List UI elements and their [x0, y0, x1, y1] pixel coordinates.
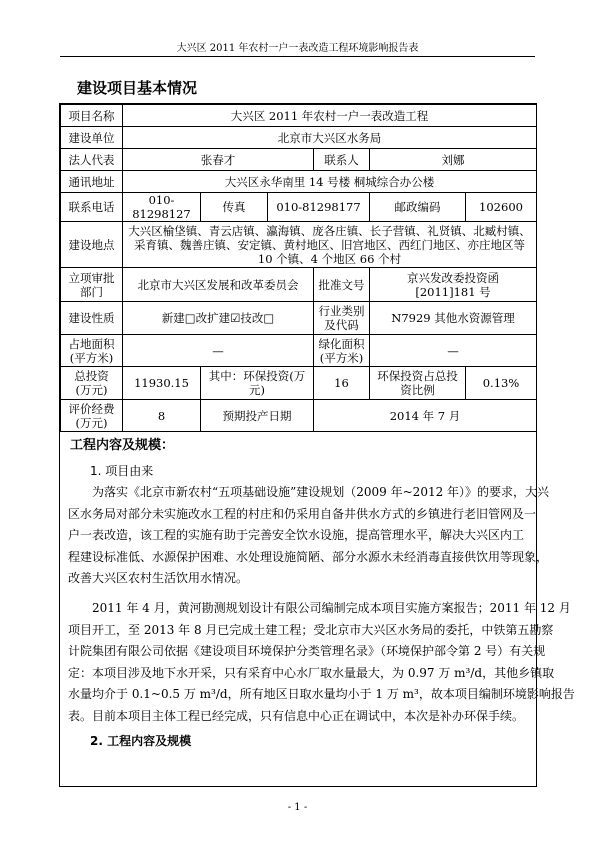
page-number: - 1 - [287, 802, 308, 813]
industry-label [314, 302, 370, 335]
section-title: 建设项目基本情况 [77, 79, 198, 97]
location-line: 采育镇、魏善庄镇、安定镇、黄村地区、旧宫地区、西红门地区、亦庄地区等 [134, 237, 525, 252]
location-label: 建设地点 [61, 222, 123, 268]
fax-label: 传真 [201, 193, 268, 222]
industry-label-line: 及代码 [324, 318, 359, 332]
invest-label-line: 总投资 [74, 369, 109, 383]
nature-label: 建设性质 [61, 302, 123, 335]
invest-label [61, 367, 123, 400]
approval-no-line: 京兴发改委投资函 [407, 270, 499, 285]
legal-label: 法人代表 [61, 149, 123, 171]
area-label-line: 占地面积 [68, 336, 115, 351]
paragraph-line: 区水务局对部分未实施改水工程的村庄和仍采用自备井供水方式的乡镇进行老旧管网及一 [68, 506, 537, 521]
location-line: 10 个镇、4 个地区 66 个村 [257, 251, 402, 266]
approval-no-label: 批准文号 [314, 268, 370, 302]
nature-value: 新建□改扩建☑技改□ [123, 302, 314, 335]
env-ratio-label [370, 367, 466, 400]
paragraph-line: 为落实《北京市新农村“五项基础设施”建设规划（2009 年~2012 年）》的要求，大兴 [68, 485, 550, 499]
approval-dept-label-line: 立项审批 [68, 270, 115, 285]
paragraph-origin [68, 482, 550, 590]
invest-value: 11930.15 [123, 367, 201, 400]
fee-value: 8 [123, 400, 201, 432]
location-line: 大兴区榆垡镇、青云店镇、瀛海镇、庞各庄镇、长子营镇、礼贤镇、北臧村镇、 [128, 223, 531, 238]
env-invest-value: 16 [314, 367, 370, 400]
paragraph-line: 项目开工，至 2013 年 8 月已完成土建工程；受北京市大兴区水务局的委托，中铁第五勘察 [68, 622, 554, 637]
address-value: 大兴区永华南里 14 号楼 桐城综合办公楼 [123, 171, 537, 193]
green-label-line: 绿化面积 [318, 336, 365, 351]
content-subtitle: 工程内容及规模： [70, 438, 175, 453]
paragraph-line: 程建设标准低、水源保护困难、水处理设施简陋、部分水源水未经消毒直接供饮用等现象， [68, 549, 549, 564]
approval-dept-value: 北京市大兴区发展和改革委员会 [123, 268, 314, 302]
date-value: 2014 年 7 月 [314, 400, 537, 432]
paragraph-history [68, 598, 575, 727]
area-label [61, 335, 123, 367]
unit-label: 建设单位 [61, 127, 123, 149]
project-name-value: 大兴区 2011 年农村一户一表改造工程 [123, 105, 537, 127]
fax-value: 010-81298177 [268, 193, 370, 222]
green-value: — [370, 335, 537, 367]
page-header: 大兴区 2011 年农村一户一表改造工程环境影响报告表 [176, 43, 419, 54]
approval-no-value [370, 268, 537, 302]
paragraph-line: 户一表改造，该工程的实施有助于完善安全饮水设施，提高管理水平，解决大兴区内工 [68, 528, 525, 542]
industry-value: N7929 其他水资源管理 [370, 302, 537, 335]
green-label-line: (平方米) [319, 350, 364, 365]
contact-label: 联系人 [314, 149, 370, 171]
approval-dept-label-line: 部门 [80, 284, 103, 299]
postcode-value: 102600 [466, 193, 537, 222]
address-label: 通讯地址 [61, 171, 123, 193]
header-divider [60, 56, 535, 57]
heading-scope: 2. 工程内容及规模 [90, 734, 192, 748]
phone-label: 联系电话 [61, 193, 123, 222]
project-info-table [60, 104, 537, 432]
invest-label-line: (万元) [75, 383, 108, 397]
green-label [314, 335, 370, 367]
location-value [123, 222, 537, 268]
env-invest-label: 其中：环保投资(万元) [201, 367, 314, 400]
paragraph-line: 计院集团有限公司依据《建设项目环境保护分类管理名录》（环境保护部令第 2 号）有关规 [68, 644, 546, 658]
env-ratio-value: 0.13% [466, 367, 537, 400]
legal-value: 张春才 [123, 149, 314, 171]
area-label-line: (平方米) [69, 350, 114, 365]
contact-value: 刘娜 [370, 149, 537, 171]
env-ratio-label-line: 环保投资占总投 [377, 369, 458, 383]
approval-dept-label [61, 268, 123, 302]
approval-no-line: [2011]181 号 [415, 284, 491, 299]
fee-label-line: (万元) [75, 415, 108, 430]
project-name-label: 项目名称 [61, 105, 123, 127]
paragraph-line: 2011 年 4 月，黄河勘测规划设计有限公司编制完成本项目实施方案报告；2011 年 12 月 [68, 601, 571, 615]
postcode-label: 邮政编码 [370, 193, 466, 222]
paragraph-line: 定：本项目涉及地下水开采，只有采育中心水厂取水量最大，为 0.97 万 m³/d，其他乡镇取 [68, 665, 555, 680]
fee-label-line: 评价经费 [68, 401, 115, 416]
unit-value: 北京市大兴区水务局 [123, 127, 537, 149]
date-label: 预期投产日期 [201, 400, 314, 432]
fee-label [61, 400, 123, 432]
paragraph-line: 水量均介于 0.1~0.5 万 m³/d，所有地区日取水量均小于 1 万 m³，故本项目编制环境影响报告 [68, 687, 575, 701]
env-ratio-label-line: 资比例 [400, 383, 435, 397]
paragraph-line: 改善大兴区农村生活饮用水情况。 [68, 571, 249, 585]
industry-label-line: 行业类别 [318, 304, 365, 318]
phone-value: 010-81298127 [123, 193, 201, 222]
paragraph-line: 表。目前本项目主体工程已经完成，只有信息中心正在调试中，本次是补办环保手续。 [68, 708, 525, 723]
heading-project-origin: 1. 项目由来 [90, 464, 154, 478]
area-value: — [123, 335, 314, 367]
